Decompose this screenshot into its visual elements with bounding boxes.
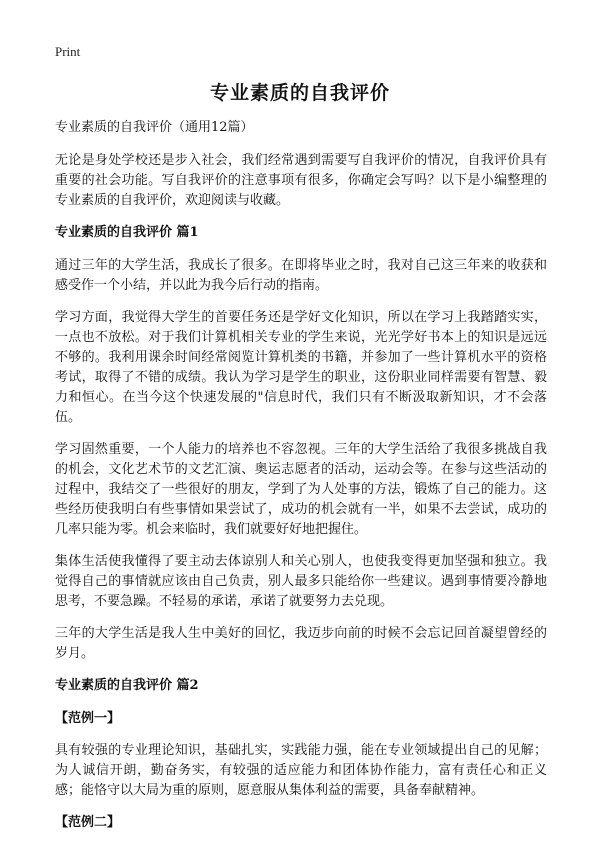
example-1-text: 具有较强的专业理论知识，基础扎实，实践能力强，能在专业领域提出自己的见解；为人诚信开朗，勤奋务实，有较强的适应能力和团体协作能力，富有责任心和正义感；能恪守以大局为重的原则，愿意服从集体利益的需要，具备奉献精神。 bbox=[55, 743, 547, 798]
article-subtitle: 专业素质的自我评价（通用12篇） bbox=[55, 120, 254, 135]
section-2-heading: 专业素质的自我评价 篇2 bbox=[55, 678, 199, 693]
example-1-label: 【范例一】 bbox=[55, 711, 121, 726]
section-1-heading: 专业素质的自我评价 篇1 bbox=[55, 225, 199, 240]
print-link[interactable]: Print bbox=[55, 44, 81, 59]
example-2-label: 【范例二】 bbox=[55, 815, 121, 830]
section-1-paragraph: 学习固然重要，一个人能力的培养也不容忽视。三年的大学生活给了我很多挑战自我的机会，文化艺术节的文艺汇演、奥运志愿者的活动，运动会等。在参与这些活动的过程中，我结交了一些很好的朋友，学到了为人处事的方法，锻炼了自己的能力。这些经历使我明白有些事情如果尝试了，成功的机会就有一半，如果不去尝试，成功的几率只能为零。机会来临时，我们就要好好地把握住。 bbox=[55, 442, 547, 537]
section-1-paragraph: 通过三年的大学生活，我成长了很多。在即将毕业之时，我对自己这三年来的收获和感受作一个小结，并以此为我今后行动的指南。 bbox=[55, 258, 547, 293]
section-1-paragraph: 学习方面，我觉得大学生的首要任务还是学好文化知识，所以在学习上我踏踏实实，一点也不放松。对于我们计算机相关专业的学生来说，光光学好书本上的知识是远远不够的。我利用课余时间经常阅览计算机类的书籍，并参加了一些计算机水平的资格考试，取得了不错的成绩。我认为学习是学生的职业，这份职业同样需要有智慧、毅力和恒心。在当今这个快速发展的"信息时代，我们只有不断汲取新知识，才不会落伍。 bbox=[55, 310, 547, 425]
intro-paragraph: 无论是身处学校还是步入社会，我们经常遇到需要写自我评价的情况，自我评价具有重要的社会功能。写自我评价的注意事项有很多，你确定会写吗？以下是小编整理的专业素质的自我评价，欢迎阅读与收藏。 bbox=[55, 153, 547, 208]
page-title: 专业素质的自我评价 bbox=[209, 82, 390, 104]
article-body bbox=[55, 118, 547, 845]
section-1-paragraph: 集体生活使我懂得了要主动去体谅别人和关心别人，也使我变得更加坚强和独立。我觉得自己的事情就应该由自己负责，别人最多只能给你一些建议。遇到事情要冷静地思考，不要急躁。不轻易的承诺，承诺了就要努力去兑现。 bbox=[55, 554, 547, 609]
section-1-paragraph: 三年的大学生活是我人生中美好的回忆，我迈步向前的时候不会忘记回首凝望曾经的岁月。 bbox=[55, 626, 547, 661]
